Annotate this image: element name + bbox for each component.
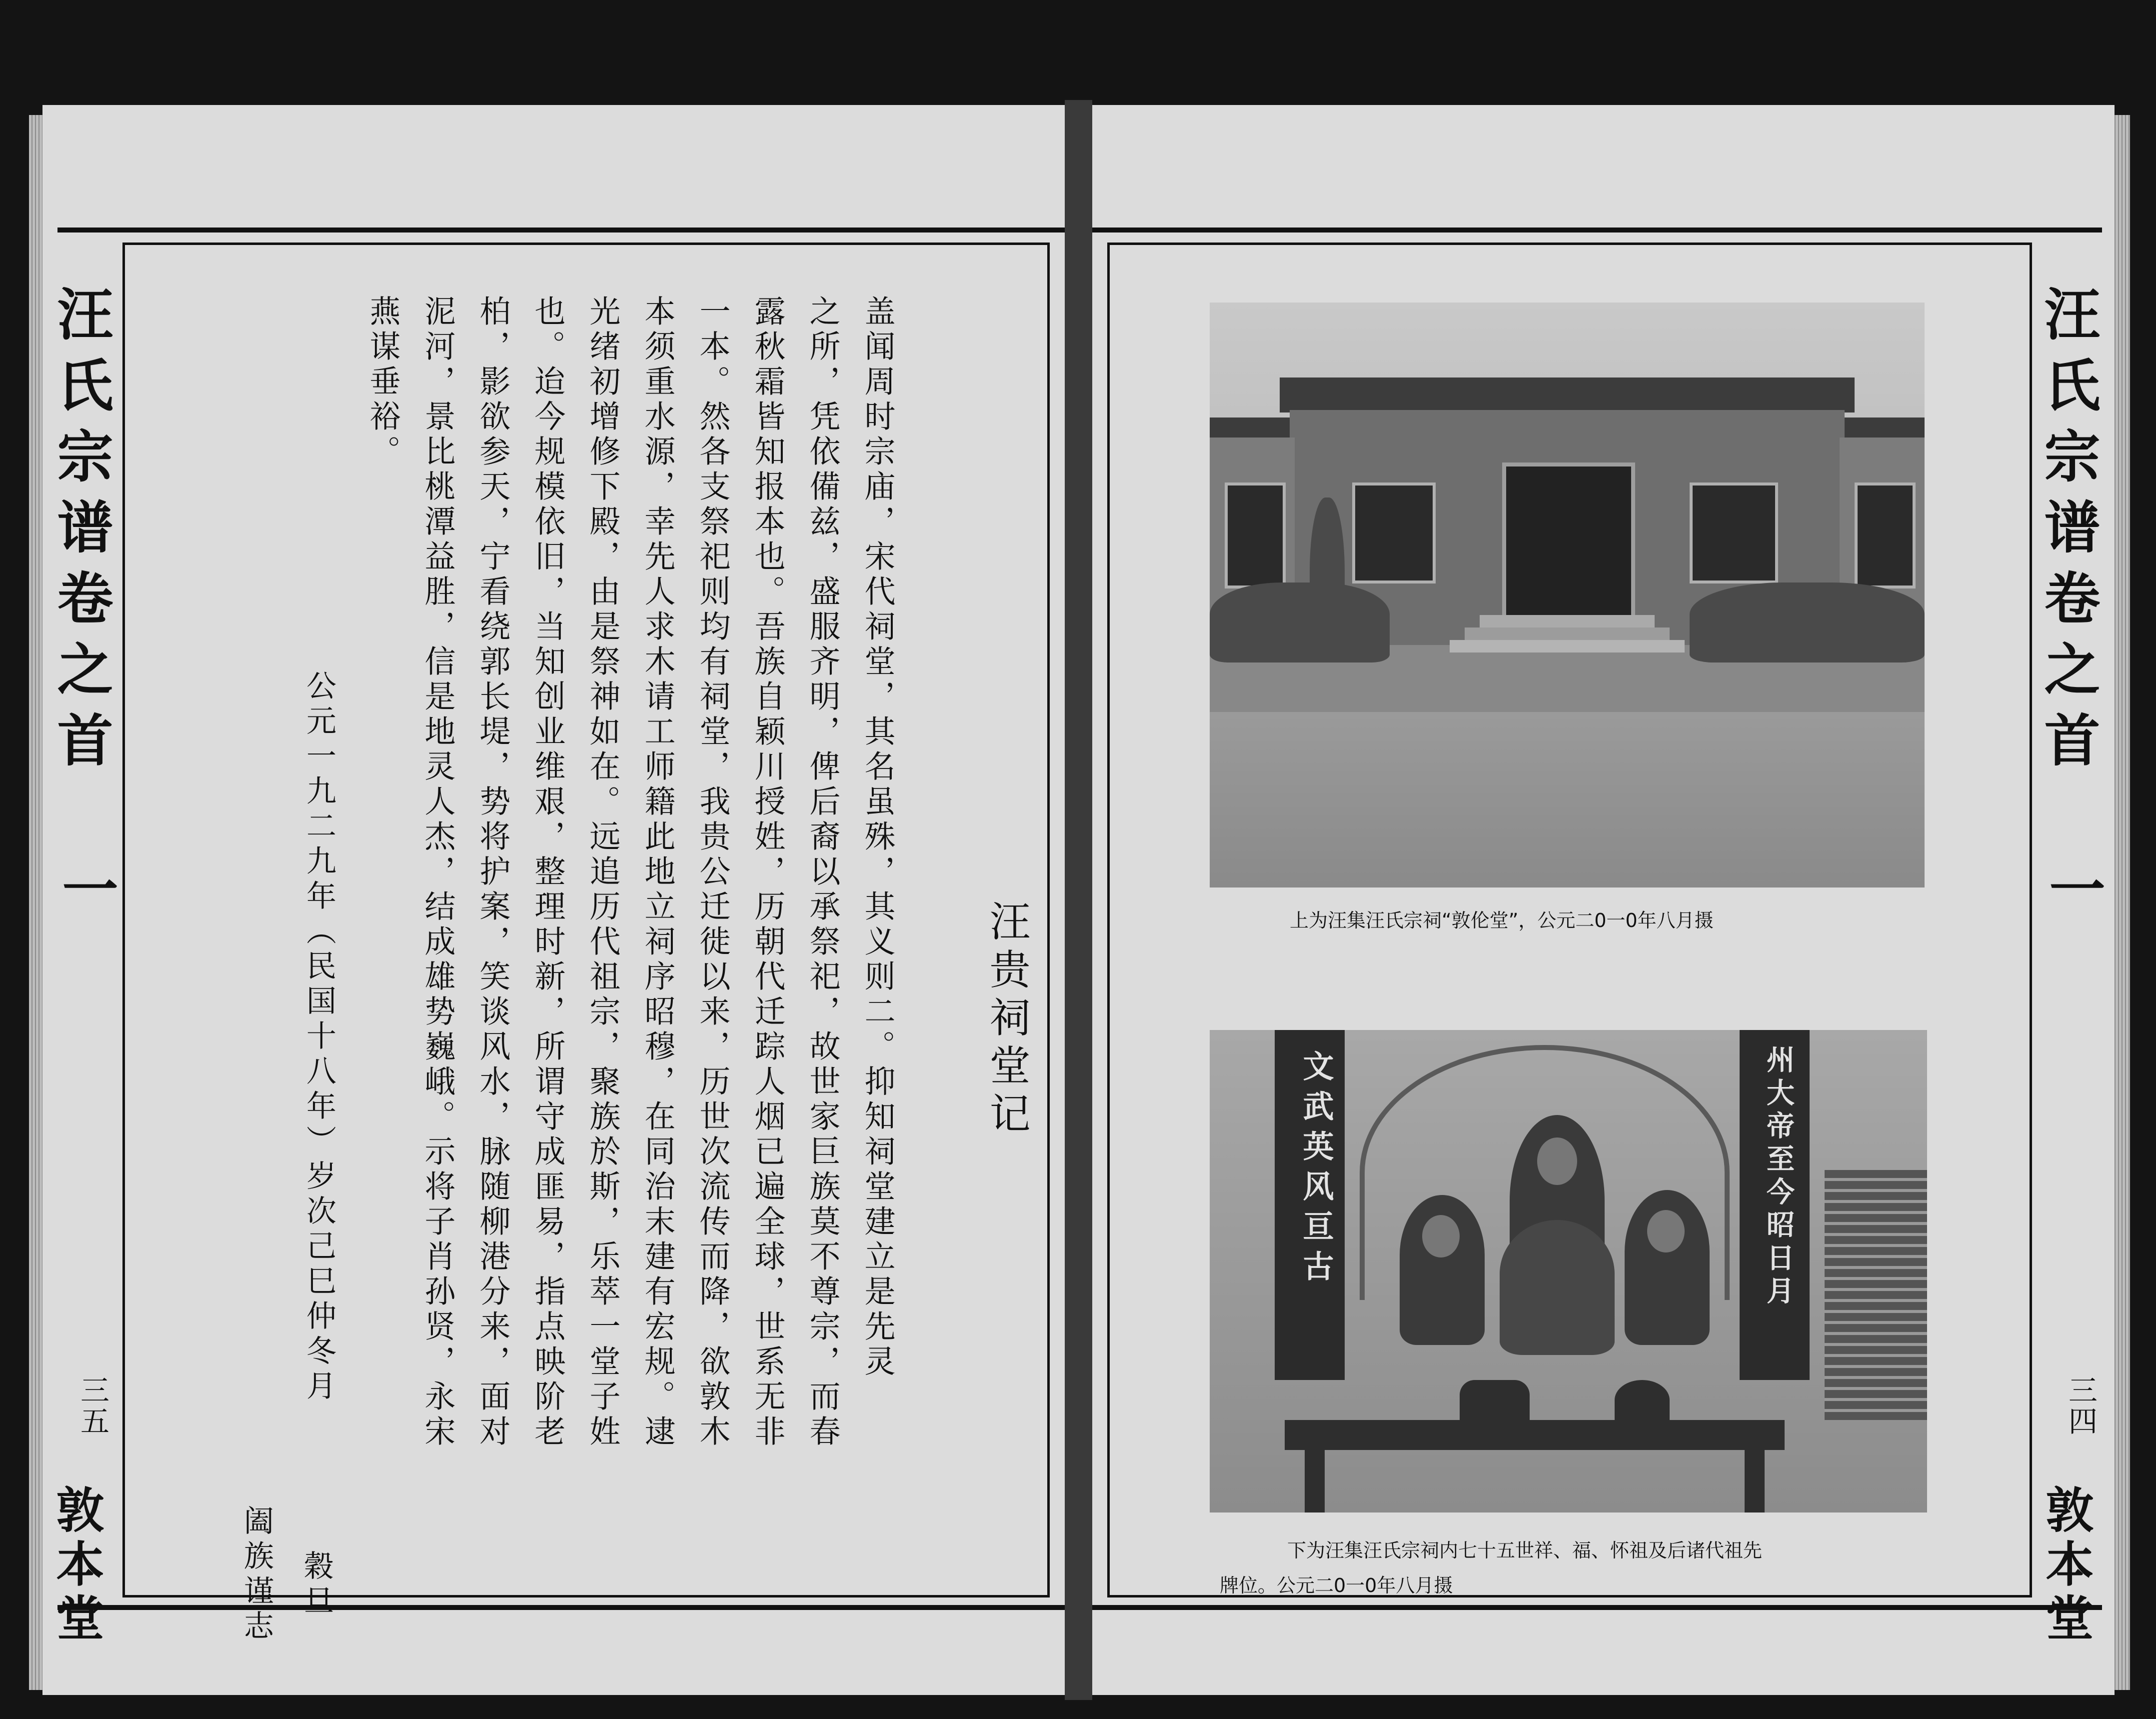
text-column: 也。迨今规模依旧，当知创业维艰，整理时新，所谓守成匪易，指点映阶老 xyxy=(529,295,566,1450)
couplet-text-right: 州大帝至今昭日月 xyxy=(1762,1045,1795,1309)
ancestral-hall-photo xyxy=(1210,302,1925,888)
top-border-rule xyxy=(57,228,1065,232)
text-column: 光绪初增修下殿，由是祭神如在。远追历代祖宗，聚族於斯，乐萃一堂子姓 xyxy=(584,295,621,1450)
hall-name: 敦本堂 xyxy=(2038,1485,2095,1647)
text-column: 柏，影欲参天，宁看绕郭长堤，势将护案，笑谈风水，脉随柳港分来，面对 xyxy=(474,295,511,1450)
page-edge-right xyxy=(2112,115,2130,1690)
text-column: 一本。然各支祭祀则均有祠堂，我贵公迁徙以来，历世次流传而降，欲敦木 xyxy=(694,295,731,1450)
left-page xyxy=(42,105,1065,1695)
author-line: 阖族谨志 xyxy=(239,1505,274,1645)
margin-book-title: 汪氏宗谱卷之首 xyxy=(48,285,113,782)
article-body xyxy=(355,295,905,1555)
margin-book-title: 汪氏宗谱卷之首 xyxy=(2035,285,2101,782)
couplet-text-left: 文武英风亘古 xyxy=(1298,1050,1334,1290)
text-column: 露秋霜皆知报本也。吾族自颖川授姓，历朝代迁踪人烟已遍全球，世系无非 xyxy=(749,295,786,1450)
incense-burner xyxy=(1460,1380,1530,1420)
text-column: 泥河，景比桃潭益胜，信是地灵人杰，结成雄势巍峨。示将子肖孙贤，永宋 xyxy=(419,295,456,1450)
top-border-rule xyxy=(1092,228,2102,232)
article-title: 汪贵祠堂记 xyxy=(983,900,1030,1140)
hall-roof xyxy=(1280,378,1855,412)
bottom-border-rule xyxy=(1092,1605,2102,1610)
margin-volume-number: 一 xyxy=(53,860,118,916)
page-number: 三四 xyxy=(2064,1375,2098,1437)
altar-table xyxy=(1285,1420,1785,1450)
text-column: 本须重水源，幸先人求木请工师籍此地立祠序昭穆，在同治末建有宏规。逮 xyxy=(639,295,676,1450)
hall-name: 敦本堂 xyxy=(48,1485,105,1647)
text-column: 盖闻周时宗庙，宋代祠堂，其名虽殊，其义则二。抑知祠堂建立是先灵 xyxy=(859,295,896,1380)
page-number: 三五 xyxy=(75,1375,109,1437)
book-spine xyxy=(1065,100,1092,1700)
hall-doorway xyxy=(1502,462,1635,626)
bottom-photo-caption-line2: 牌位。公元二0一0年八月摄 xyxy=(1220,1574,1453,1596)
text-column: 之所，凭依備兹，盛服齐明，俾后裔以承祭祀，故世家巨族莫不尊宗，而春 xyxy=(804,295,841,1450)
ancestral-shrine-photo xyxy=(1210,1030,1927,1512)
signature-line: 穀旦 xyxy=(299,1550,334,1620)
text-column: 燕谋垂裕。 xyxy=(364,295,401,470)
bottom-photo-caption-line1: 下为汪集汪氏宗祠内七十五世祥、福、怀祖及后诸代祖先 xyxy=(1287,1540,1763,1562)
date-line: 公元一九二九年（民国十八年）岁次己巳仲冬月 xyxy=(301,670,336,1405)
bottom-border-rule xyxy=(57,1605,1065,1610)
top-photo-caption: 上为汪集汪氏宗祠“敦伦堂”，公元二0一0年八月摄 xyxy=(1290,910,1714,932)
margin-volume-number: 一 xyxy=(2040,860,2106,916)
right-page xyxy=(1092,105,2115,1695)
ancestor-statue xyxy=(1500,1220,1615,1355)
